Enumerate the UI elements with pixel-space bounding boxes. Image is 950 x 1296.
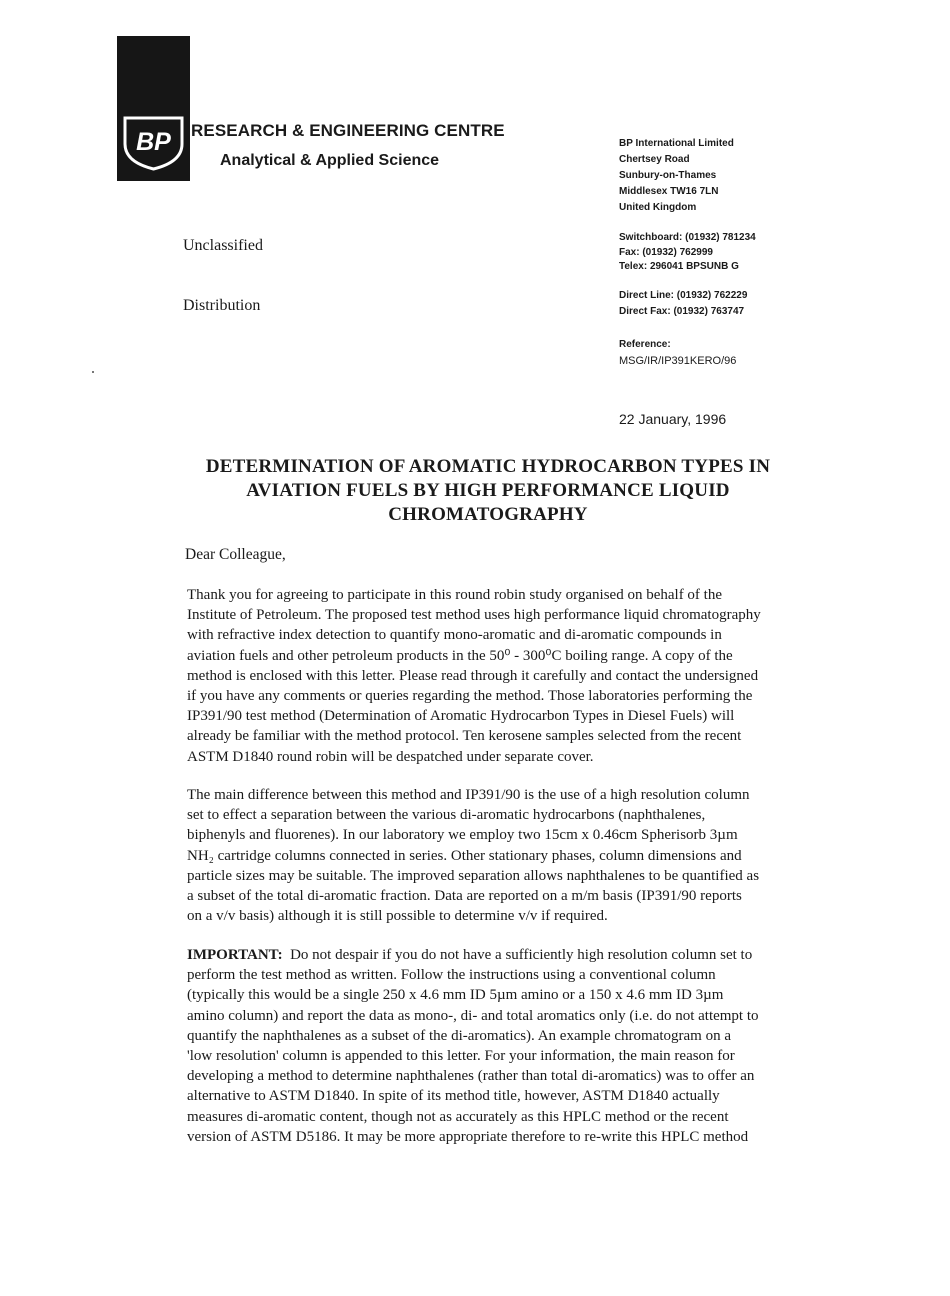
- bp-shield-icon: [117, 112, 190, 172]
- address-line: United Kingdom: [619, 202, 697, 213]
- scan-speck: [92, 371, 94, 373]
- text-line: aviation fuels and other petroleum products in the 50⁰ - 300⁰C boiling range. A copy of the: [187, 647, 733, 664]
- paragraph-difference: [187, 785, 827, 926]
- title-line: AVIATION FUELS BY HIGH PERFORMANCE LIQUID: [246, 480, 730, 501]
- text-line: if you have any comments or queries regarding the method. Those laboratories performing the: [187, 687, 753, 704]
- reference-value: MSG/IR/IP391KERO/96: [619, 355, 737, 367]
- text-line: The main difference between this method and IP391/90 is the use of a high resolution column: [187, 787, 750, 803]
- text-line: measures di-aromatic content, though not as accurately as this HPLC method or the recent: [187, 1108, 729, 1125]
- text-line: amino column) and report the data as mono-, di- and total aromatics only (i.e. do not attempt to: [187, 1007, 759, 1024]
- text-line: 'low resolution' column is appended to this letter. For your information, the main reason for: [187, 1047, 735, 1064]
- document-title: [150, 455, 826, 527]
- salutation: Dear Colleague,: [185, 546, 286, 563]
- letter-date: 22 January, 1996: [619, 411, 727, 427]
- text-line: ASTM D1840 round robin will be despatched under separate cover.: [187, 748, 594, 765]
- text-line: version of ASTM D5186. It may be more appropriate therefore to re-write this HPLC method: [187, 1128, 749, 1145]
- text-line: method is enclosed with this letter. Please read through it carefully and contact the undersigned: [187, 667, 759, 684]
- paragraph-important: [187, 945, 827, 1147]
- text-line: on a v/v basis) although it is still possible to determine v/v if required.: [187, 908, 608, 925]
- text-line: perform the test method as written. Follow the instructions using a conventional column: [187, 967, 716, 984]
- address-line: Chertsey Road: [619, 154, 690, 165]
- telex: Telex: 296041 BPSUNB G: [619, 261, 739, 272]
- paragraph-intro: [187, 585, 827, 767]
- centre-name: RESEARCH & ENGINEERING CENTRE: [191, 121, 505, 140]
- reference-label: Reference:: [619, 339, 671, 350]
- text-line: IP391/90 test method (Determination of Aromatic Hydrocarbon Types in Diesel Fuels) will: [187, 708, 735, 725]
- text-line: biphenyls and fluorenes). In our laboratory we employ two 15cm x 0.46cm Spherisorb 3µm: [187, 827, 738, 844]
- fax: Fax: (01932) 762999: [619, 246, 713, 258]
- text-line: set to effect a separation between the various di-aromatic hydrocarbons (naphthalenes,: [187, 807, 706, 824]
- bp-logo: [117, 36, 190, 181]
- division-name: Analytical & Applied Science: [220, 152, 440, 169]
- text-line: (typically this would be a single 250 x 4.6 mm ID 5µm amino or a 150 x 4.6 mm ID 3µm: [187, 987, 724, 1004]
- address-line: Sunbury-on-Thames: [619, 170, 717, 181]
- direct-contacts: [619, 288, 747, 320]
- text-line: Institute of Petroleum. The proposed test method uses high performance liquid chromatography: [187, 607, 761, 624]
- text-line: [187, 945, 827, 965]
- text-line: Thank you for agreeing to participate in this round robin study organised on behalf of the: [187, 587, 723, 603]
- address-line: Middlesex TW16 7LN: [619, 186, 719, 197]
- text-line: NH₂ cartridge columns connected in series. Other stationary phases, column dimensions and: [187, 847, 742, 864]
- text-span: Do not despair if you do not have a sufficiently high resolution column set to: [282, 947, 753, 963]
- text-line: developing a method to determine naphthalenes (rather than total di-aromatics) was to offer an: [187, 1068, 755, 1085]
- direct-fax: Direct Fax: (01932) 763747: [619, 306, 745, 317]
- text-line: already be familiar with the method protocol. Ten kerosene samples selected from the recent: [187, 728, 742, 745]
- company-address: [619, 136, 734, 216]
- text-line: quantify the naphthalenes as a subset of the di-aromatics). An example chromatogram on a: [187, 1027, 731, 1044]
- title-line: DETERMINATION OF AROMATIC HYDROCARBON TYPES IN: [205, 456, 771, 477]
- text-line: a subset of the total di-aromatic fraction. Data are reported on a m/m basis (IP391/90 reports: [187, 887, 742, 904]
- important-label: IMPORTANT:: [187, 947, 283, 963]
- contact-numbers: [619, 231, 756, 275]
- company-name: BP International Limited: [619, 138, 734, 149]
- text-line: with refractive index detection to quantify mono-aromatic and di-aromatic compounds in: [187, 627, 722, 644]
- direct-line: Direct Line: (01932) 762229: [619, 290, 748, 301]
- reference: [619, 336, 736, 370]
- classification: Unclassified: [183, 237, 263, 254]
- text-line: alternative to ASTM D1840. In spite of its method title, however, ASTM D1840 actually: [187, 1088, 720, 1105]
- switchboard: Switchboard: (01932) 781234: [619, 232, 756, 243]
- text-line: particle sizes may be suitable. The improved separation allows naphthalenes to be quantified as: [187, 867, 760, 884]
- distribution: Distribution: [183, 297, 261, 314]
- title-line: CHROMATOGRAPHY: [388, 504, 588, 525]
- bp-logo-text: BP: [136, 128, 171, 156]
